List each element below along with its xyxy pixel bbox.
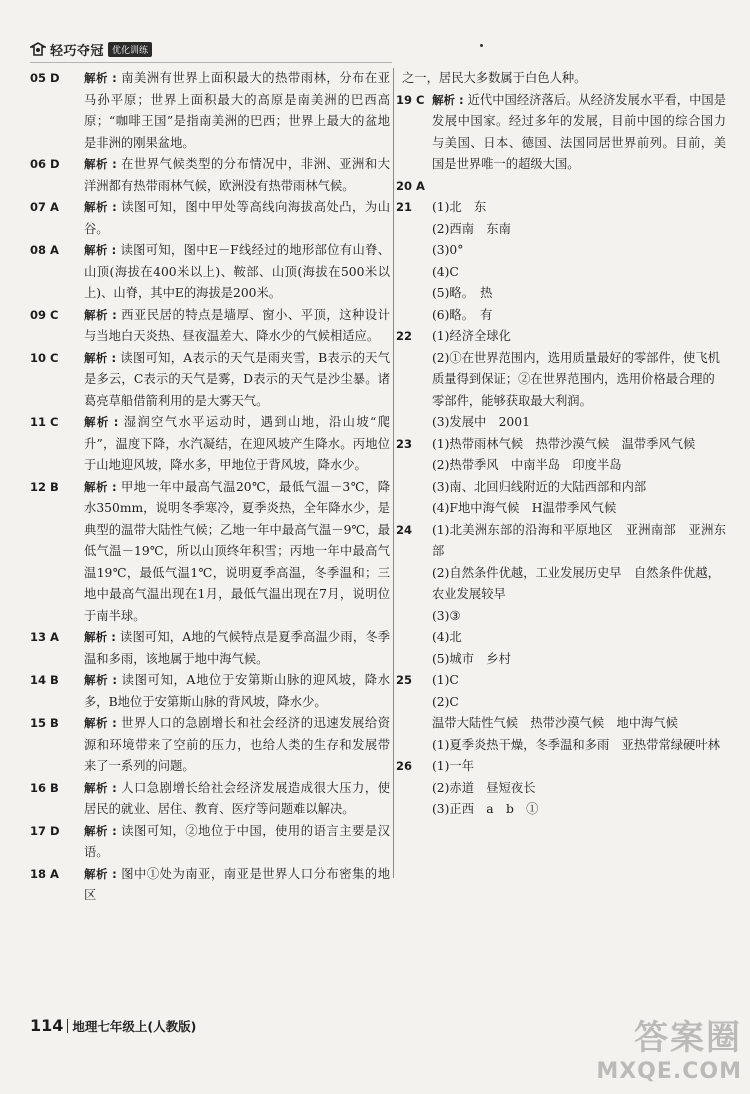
answer-item	[30, 305, 390, 348]
answer-item	[30, 778, 390, 821]
answer-item	[396, 176, 726, 198]
analysis-label: 解析	[84, 71, 109, 85]
question-number: 08 A	[30, 243, 59, 257]
analysis-label: 解析	[84, 307, 109, 322]
analysis-label: 解析	[84, 200, 109, 214]
answer-item	[30, 477, 390, 628]
answer-item	[30, 68, 390, 154]
book-title: 地理七年级上(人教版)	[72, 1019, 197, 1034]
answer-item	[30, 348, 390, 413]
analysis-label: 解析	[84, 630, 108, 644]
question-number: 23	[396, 436, 413, 451]
watermark-logo: 答案圈	[634, 1018, 742, 1058]
answer-text: 解析 : 读图可知，②地位于中国，使用的语言主要是汉语。	[84, 823, 390, 859]
answer-text: 解析 : 世界人口的急剧增长和社会经济的迅速发展给资源和环境带来了空前的压力，也给人类的生存和发展带来了一系列的问题。	[84, 716, 390, 773]
analysis-label: 解析	[84, 823, 109, 838]
answer-item	[30, 670, 390, 713]
answer-text: 解析 : 人口急剧增长给社会经济发展造成很大压力，使居民的就业、居住、教育、医疗等问题难以解决。	[84, 780, 390, 816]
answer-item	[30, 412, 390, 477]
analysis-label: 解析	[84, 866, 109, 881]
question-number: 26	[396, 759, 413, 773]
page-footer	[30, 1016, 196, 1035]
left-column	[30, 68, 390, 907]
question-number: 11 C	[30, 415, 59, 429]
question-number: 22	[396, 329, 413, 343]
question-number: 20 A	[396, 178, 425, 193]
right-column	[396, 68, 726, 821]
question-number: 15 B	[30, 716, 59, 730]
question-number: 25	[396, 673, 413, 687]
answer-text: 解析 : 读图可知，A表示的天气是雨夹雪，B表示的天气是多云，C表示的天气是雾，D表示的天气是沙尘暴。诸葛亮草船借箭利用的是大雾天气。	[84, 350, 390, 408]
answer-continuation: 之一，居民大多数属于白色人种。	[402, 71, 587, 85]
answer-text: 解析 : 读图可知，A地位于安第斯山脉的迎风坡，降水多，B地位于安第斯山脉的背风坡，降水少。	[84, 673, 390, 709]
question-number: 18 A	[30, 866, 59, 881]
brand-logo-icon	[30, 42, 46, 56]
print-dot	[480, 44, 483, 47]
question-number: 05 D	[30, 71, 60, 85]
answer-item	[30, 627, 390, 670]
question-number: 09 C	[30, 307, 59, 322]
question-number: 14 B	[30, 673, 59, 687]
answer-text: 解析 : 近代中国经济落后。从经济发展水平看，中国是发展中国家。经过多年的发展，目前中国的综合国力与美国、日本、德国、法国同居世界前列。目前，美国是世界唯一的超级大国。	[432, 92, 726, 171]
answer-item	[30, 197, 390, 240]
answer-text: 解析 : 读图可知，图中甲处等高线向海拔高处凸，为山谷。	[84, 200, 390, 236]
answer-item: 26 (1)一年 (2)赤道 昼短夜长 (3)正西 a b ①	[396, 756, 726, 821]
answer-text: 解析 : 读图可知，图中E－F线经过的地形部位有山脊、山顶(海拔在400米以上)、鞍部、山顶(海拔在500米以上)、山脊，其中E的海拔是200米。	[84, 243, 391, 300]
analysis-label: 解析	[84, 780, 109, 795]
analysis-label: 解析	[84, 243, 108, 257]
answer-item: 23 (1)热带雨林气候 热带沙漠气候 温带季风气候 (2)热带季风 中南半岛 印度半岛 (3)南、北回归线附近的大陆西部和内部 (4)F地中海气候 H温带季风气候	[396, 434, 726, 520]
analysis-label: 解析	[84, 157, 109, 171]
analysis-label: 解析	[84, 415, 110, 429]
answer-item	[30, 821, 390, 864]
analysis-label: 解析	[84, 350, 108, 365]
question-number: 12 B	[30, 479, 59, 494]
answer-item	[30, 864, 390, 907]
analysis-label: 解析	[84, 479, 108, 494]
header-divider	[30, 62, 392, 63]
answer-item	[30, 154, 390, 197]
question-number: 07 A	[30, 200, 59, 214]
question-number: 21	[396, 200, 413, 214]
answer-item	[30, 240, 390, 305]
watermark-url: MXQE.COM	[596, 1059, 742, 1084]
question-number: 06 D	[30, 157, 60, 171]
question-number: 16 B	[30, 780, 59, 795]
question-number: 24	[396, 522, 413, 537]
answer-item: 24 (1)北美洲东部的沿海和平原地区 亚洲南部 亚洲东部 (2)自然条件优越，工业发展历史早 自然条件优越，农业发展较早 (3)③ (4)北 (5)城市 乡村	[396, 520, 726, 671]
series-badge: 优化训练	[108, 42, 152, 57]
column-divider	[393, 68, 394, 878]
answer-item: 25 (1)C (2)C 温带大陆性气候 热带沙漠气候 地中海气候 (1)夏季炎热干燥，冬季温和多雨 亚热带常绿硬叶林	[396, 670, 726, 756]
answer-item: 22 (1)经济全球化 (2)①在世界范围内，选用质量最好的零部件，使飞机质量得到保证；②在世界范围内，选用价格最合理的零部件，能够获取最大利润。 (3)发展中 2001	[396, 326, 726, 434]
page-header	[30, 38, 152, 60]
answer-text: 解析 : 湿润空气水平运动时，遇到山地，沿山坡“爬升”，温度下降，水汽凝结，在迎风坡产生降水。丙地位于山地迎风坡，降水多，甲地位于背风坡，降水少。	[84, 415, 391, 472]
question-number: 10 C	[30, 350, 59, 365]
analysis-label: 解析	[84, 673, 109, 687]
analysis-label: 解析	[432, 92, 456, 107]
answer-text: 解析 : 图中①处为南亚，南亚是世界人口分布密集的地区	[84, 866, 390, 902]
question-number: 13 A	[30, 630, 59, 644]
answer-item: 21 (1)北 东 (2)西南 东南 (3)0° (4)C (5)略。 热 (6)略。 有	[396, 197, 726, 326]
answer-text: 解析 : 西亚民居的特点是墙厚、窗小、平顶，这种设计与当地白天炎热、昼夜温差大、降水少的气候相适应。	[84, 307, 390, 343]
answer-text: 解析 : 甲地一年中最高气温20℃，最低气温－3℃，降水350mm，说明冬季寒冷，夏季炎热，全年降水少，是典型的温带大陆性气候；乙地一年中最高气温－9℃，最低气温－19℃，所以山顶终年积雪；丙地一年中最高气温19℃，最低气温1℃，说明夏季高温，冬季温和；三地中最高气温出现在1月，最低气温出现在7月，说明位于南半球。	[84, 479, 391, 623]
page-number: 114	[30, 1016, 64, 1035]
footer-separator	[67, 1019, 68, 1033]
watermark	[596, 1010, 742, 1084]
answer-item	[30, 713, 390, 778]
question-number: 19 C	[396, 92, 425, 107]
answer-text: 解析 : 在世界气候类型的分布情况中，非洲、亚洲和大洋洲都有热带雨林气候，欧洲没有热带雨林气候。	[84, 157, 390, 193]
answer-text: 解析 : 读图可知，A地的气候特点是夏季高温少雨，冬季温和多雨，该地属于地中海气候。	[84, 630, 390, 666]
question-number: 17 D	[30, 823, 60, 838]
answer-item	[396, 90, 726, 176]
brand-name: 轻巧夺冠	[50, 43, 105, 59]
analysis-label: 解析	[84, 716, 109, 730]
answer-text: 解析 : 南美洲有世界上面积最大的热带雨林，分布在亚马孙平原；世界上面积最大的高原是南美洲的巴西高原；“咖啡王国”是指南美洲的巴西；世界上最大的盆地是非洲的刚果盆地。	[84, 71, 390, 150]
